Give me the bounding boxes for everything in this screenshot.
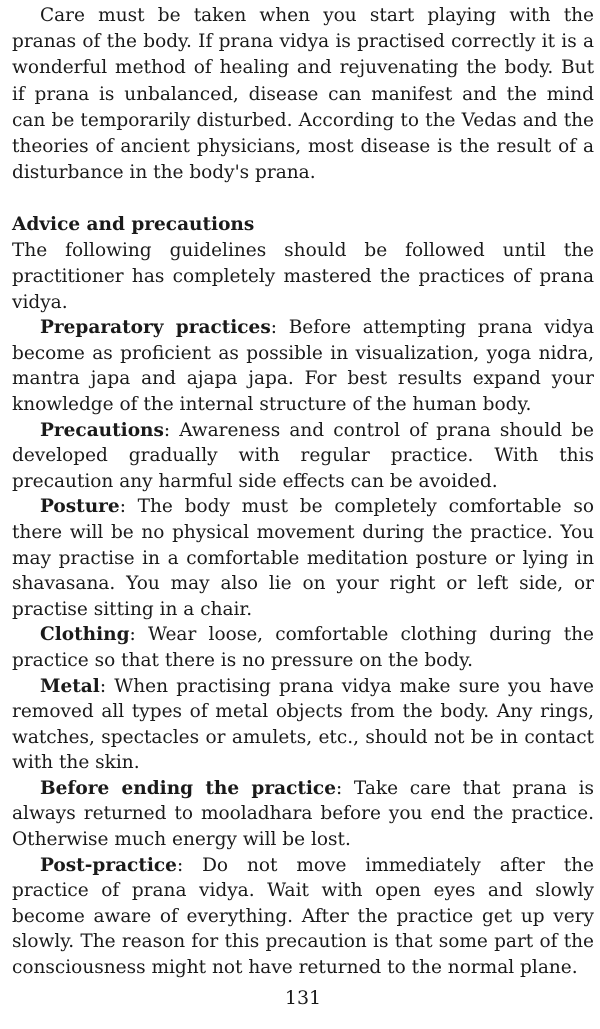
guideline-before-ending [12, 776, 594, 853]
guideline-clothing [12, 622, 594, 673]
section-heading: Advice and precautions [12, 214, 255, 236]
guideline-precautions [12, 418, 594, 495]
guideline-text: : Do not move immediately after the practice of prana vidya. Wait with open eyes and slowly become aware of everything. After the practice get up very slowly. The reason for this precaution is that some part of the consciousness might not have returned to the normal plane. [12, 854, 594, 979]
guideline-term: Clothing [40, 624, 130, 646]
guideline-term: Post-practice [40, 854, 177, 876]
section-lead-paragraph: The following guidelines should be followed until the practitioner has completely mastered the practices of prana vidya. [12, 240, 594, 313]
guideline-term: Preparatory practices [40, 317, 271, 339]
page-number: 131 [284, 987, 322, 1009]
intro-paragraph: Care must be taken when you start playing with the pranas of the body. If prana vidya is practised correctly it is a wonderful method of healing and rejuvenating the body. But if prana is unbalanced, disease can manifest and the mind can be temporarily disturbed. According to the Vedas and the theories of ancient physicians, most disease is the result of a disturbance in the body's prana. [12, 5, 594, 184]
guideline-term: Precautions [40, 419, 164, 441]
book-page [12, 0, 594, 1029]
guideline-term: Metal [40, 675, 100, 697]
guideline-posture [12, 494, 594, 622]
guideline-term: Posture [40, 496, 120, 518]
guideline-text: : Wear loose, comfortable clothing during the practice so that there is no pressure on the body. [12, 624, 594, 671]
guideline-text: : Take care that prana is always returned to mooladhara before you end the practice. Otherwise much energy will be lost. [12, 777, 594, 851]
guideline-text: : Awareness and control of prana should be developed gradually with regular practice. With this precaution any harmful side effects can be avoided. [12, 419, 594, 492]
guideline-text: : The body must be completely comfortable so there will be no physical movement during the practice. You may practise in a comfortable meditation posture or lying in shavasana. You may also lie on your right or left side, or practise sitting in a chair. [12, 496, 594, 620]
guideline-post-practice [12, 853, 594, 981]
guideline-term: Before ending the practice [40, 777, 336, 799]
guideline-preparatory-practices [12, 315, 594, 417]
guideline-text: : When practising prana vidya make sure you have removed all types of metal objects from the body. Any rings, watches, spectacles or amulets, etc., should not be in contact with the skin. [12, 675, 594, 774]
guideline-text: : Before attempting prana vidya become as proficient as possible in visualization, yoga nidra, mantra japa and ajapa japa. For best results expand your knowledge of the internal structure of the human body. [12, 317, 594, 415]
guideline-metal [12, 674, 594, 776]
